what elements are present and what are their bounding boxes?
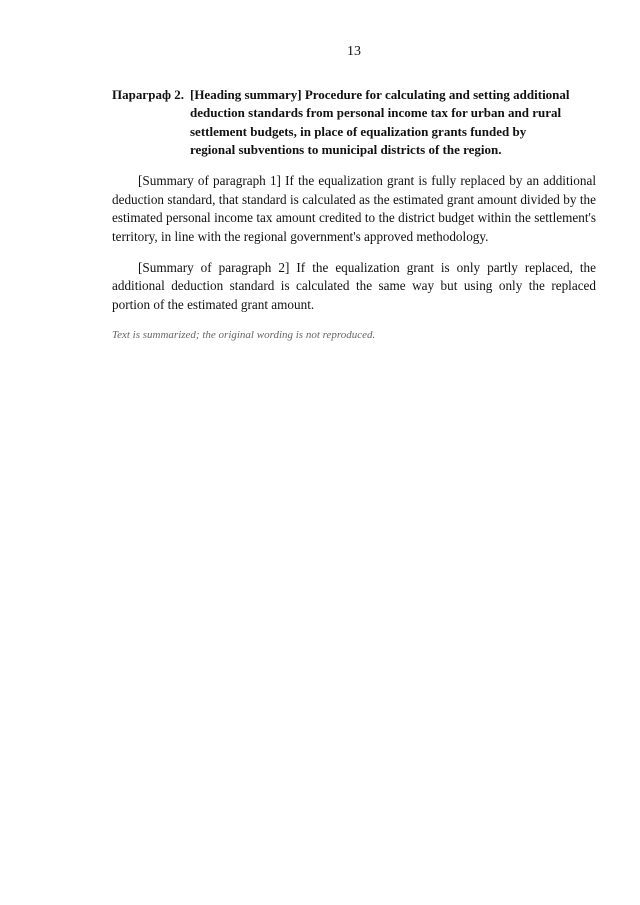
section-heading (112, 86, 596, 160)
summary-note: Text is summarized; the original wording is not reproduced. (112, 328, 376, 341)
section-heading-label: Параграф 2. (112, 87, 184, 102)
section-heading-text: [Heading summary] Procedure for calculating and setting additional deduction standards from personal income tax for urban and rural settlement budgets, in place of equalization grants funded by regional subventions to municipal districts of the region. (189, 87, 570, 158)
page-number: 13 (347, 44, 361, 59)
body-paragraph-1: [Summary of paragraph 1] If the equalization grant is fully replaced by an additional deduction standard, that standard is calculated as the estimated grant amount divided by the estimated personal income tax amount credited to the district budget within the settlement's territory, in line with the regional government's approved methodology. (112, 172, 596, 245)
body-paragraph-2: [Summary of paragraph 2] If the equalization grant is only partly replaced, the additional deduction standard is calculated the same way but using only the replaced portion of the estimated grant amount. (112, 259, 596, 313)
